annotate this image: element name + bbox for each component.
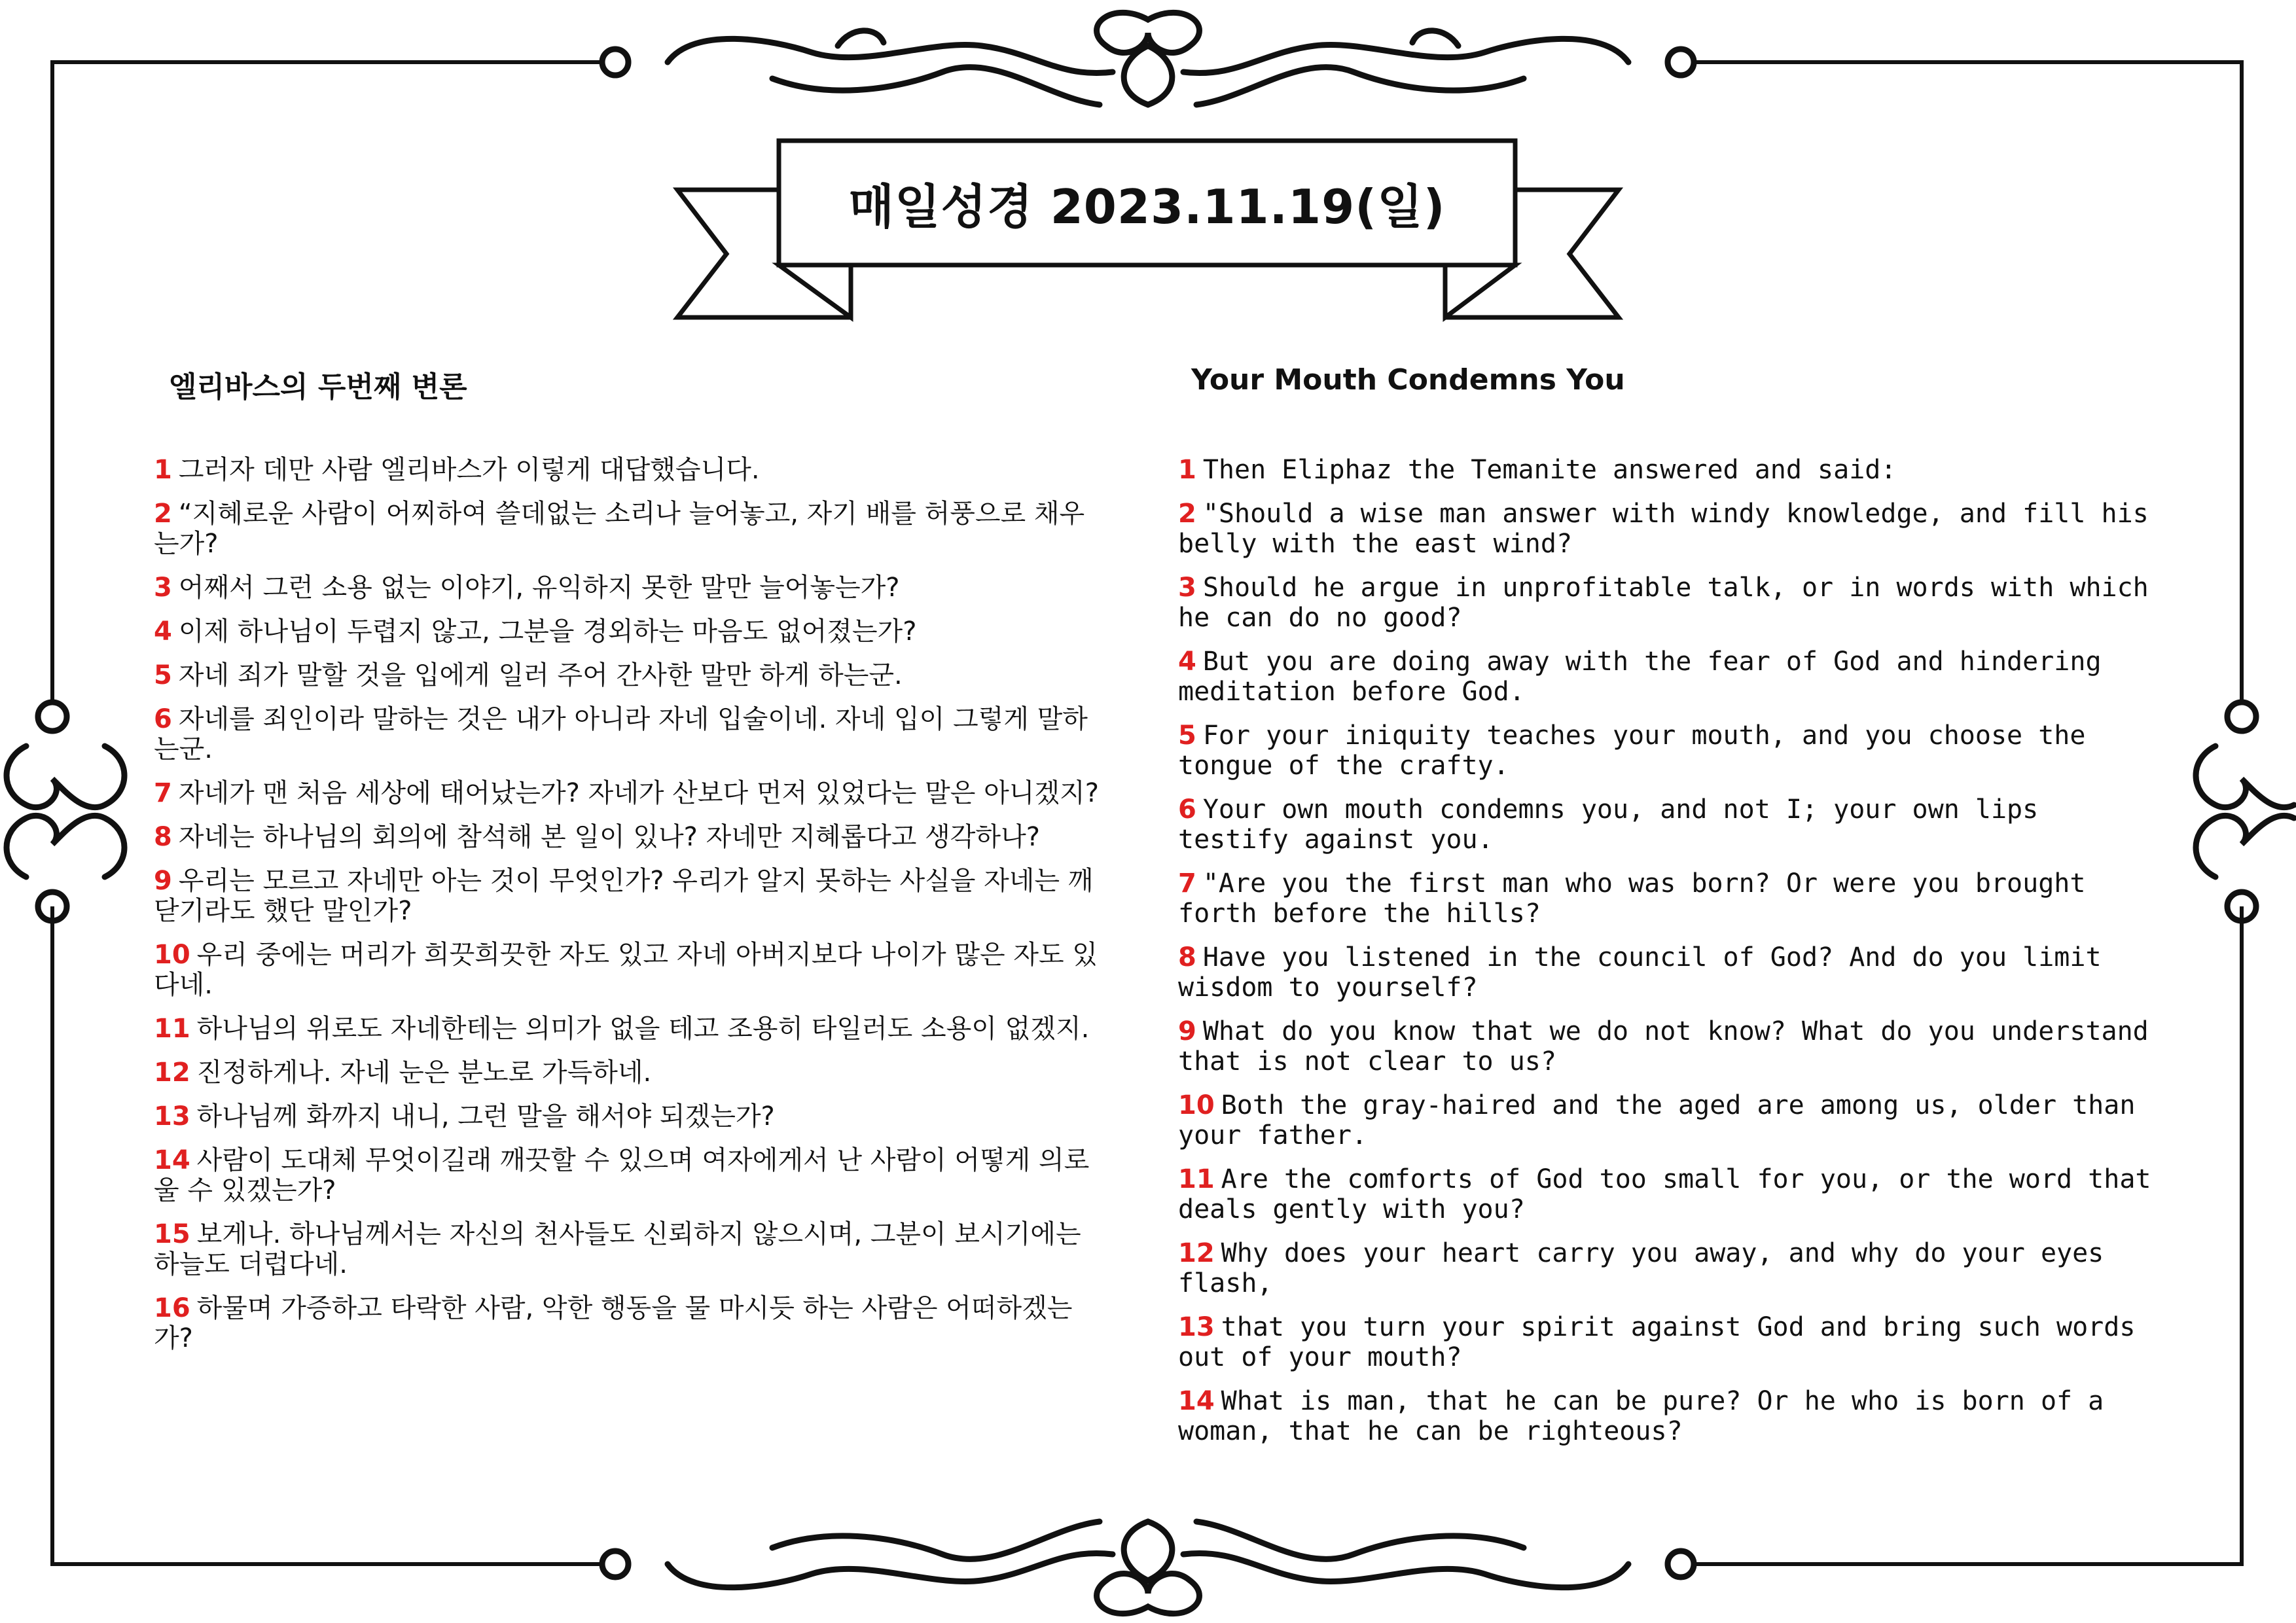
verse-item [1178,647,2157,707]
verse-item [154,778,1109,808]
verse-item [154,660,1109,690]
verse-text: 우리는 모르고 자네만 아는 것이 무엇인가? 우리가 알지 못하는 사실을 자네는 깨닫기라도 했단 말인가? [154,866,1094,926]
verse-text: that you turn your spirit against God and bring such words out of your mouth? [1178,1312,2136,1372]
verse-text: 진정하게나. 자네 눈은 분노로 가득하네. [196,1058,652,1088]
verse-text: 우리 중에는 머리가 희끗희끗한 자도 있고 자네 아버지보다 나이가 많은 자도 있다네. [154,940,1098,1000]
verse-text: 사람이 도대체 무엇이길래 깨끗할 수 있으며 여자에게서 난 사람이 어떻게 의로울 수 있겠는가? [154,1145,1090,1205]
verse-item [1178,455,2157,485]
verse-text: Your own mouth condemns you, and not I; your own lips testify against you. [1178,794,2039,855]
verse-item [1178,1386,2157,1446]
verse-text: 하나님의 위로도 자네한테는 의미가 없을 테고 조용히 타일러도 소용이 없겠지. [196,1014,1090,1044]
verse-number: 14 [154,1145,190,1175]
verse-item [1178,1090,2157,1150]
verse-item [1178,1164,2157,1224]
verse-item [154,616,1109,647]
verse-text: But you are doing away with the fear of God and hindering meditation before God. [1178,647,2102,707]
verse-number: 11 [154,1014,190,1044]
verse-number: 7 [1178,868,1196,899]
verse-number: 6 [1178,794,1196,825]
verse-item [154,704,1109,764]
verse-item [1178,868,2157,929]
verse-text: 보게나. 하나님께서는 자신의 천사들도 신뢰하지 않으시며, 그분이 보시기에는 하늘도 더럽다네. [154,1219,1081,1279]
verse-item [154,1293,1109,1353]
verse-number: 3 [1178,573,1196,603]
korean-verse-list [154,455,1109,1367]
verse-item [1178,721,2157,781]
verse-text: 자네가 맨 처음 세상에 태어났는가? 자네가 산보다 먼저 있었다는 말은 아니겠지? [178,778,1099,808]
verse-number: 5 [154,660,172,690]
verse-number: 1 [154,455,172,485]
verse-item [154,1101,1109,1132]
verse-text: 자네는 하나님의 회의에 참석해 본 일이 있나? 자네만 지혜롭다고 생각하나? [178,822,1040,852]
verse-text: "Should a wise man answer with windy knowledge, and fill his belly with the east wind? [1178,499,2149,559]
verse-number: 12 [154,1058,190,1088]
verse-item [154,1219,1109,1279]
verse-number: 4 [154,616,172,647]
verse-text: What is man, that he can be pure? Or he who is born of a woman, that he can be righteous? [1178,1386,2104,1446]
verse-number: 13 [1178,1312,1215,1342]
verse-number: 8 [1178,942,1196,972]
bottom-flourish [602,1522,1694,1614]
verse-number: 12 [1178,1238,1215,1268]
verse-number: 6 [154,704,172,734]
verse-item [1178,1238,2157,1298]
verse-item [1178,1312,2157,1372]
verse-item [154,1058,1109,1088]
verse-text: 하물며 가증하고 타락한 사람, 악한 행동을 물 마시듯 하는 사람은 어떠하겠는가? [154,1293,1073,1353]
verse-number: 9 [154,866,172,896]
verse-text: Then Eliphaz the Temanite answered and said: [1202,455,1897,485]
verse-item [154,573,1109,603]
verse-item [1178,573,2157,633]
verse-number: 5 [1178,721,1196,751]
verse-item [154,866,1109,926]
english-verse-list [1178,455,2157,1460]
verse-text: For your iniquity teaches your mouth, and you choose the tongue of the crafty. [1178,721,2086,781]
verse-text: “지혜로운 사람이 어찌하여 쓸데없는 소리나 늘어놓고, 자기 배를 허풍으로 채우는가? [154,499,1085,559]
verse-text: 이제 하나님이 두렵지 않고, 그분을 경외하는 마음도 없어졌는가? [178,616,917,647]
verse-text: 하나님께 화까지 내니, 그런 말을 해서야 되겠는가? [196,1101,775,1132]
verse-text: Both the gray-haired and the aged are among us, older than your father. [1178,1090,2136,1150]
verse-text: What do you know that we do not know? What do you understand that is not clear to us? [1178,1016,2149,1077]
korean-heading: 엘리바스의 두번째 변론 [169,370,467,404]
verse-number: 10 [154,940,190,970]
verse-text: Why does your heart carry you away, and why do your eyes flash, [1178,1238,2104,1298]
top-flourish [602,12,1694,105]
verse-item [1178,1016,2157,1077]
verse-text: 어째서 그런 소용 없는 이야기, 유익하지 못한 말만 늘어놓는가? [178,573,900,603]
verse-item [1178,499,2157,559]
verse-text: 그러자 데만 사람 엘리바스가 이렇게 대답했습니다. [178,455,760,485]
verse-text: Have you listened in the council of God? And do you limit wisdom to yourself? [1178,942,2102,1003]
verse-text: 자네를 죄인이라 말하는 것은 내가 아니라 자네 입술이네. 자네 입이 그렇게 말하는군. [154,704,1088,764]
right-flourish [2196,702,2294,921]
verse-number: 14 [1178,1386,1215,1416]
verse-number: 2 [154,499,172,529]
verse-text: "Are you the first man who was born? Or were you brought forth before the hills? [1178,868,2086,929]
verse-number: 8 [154,822,172,852]
verse-number: 13 [154,1101,190,1132]
english-heading: Your Mouth Condemns You [1191,363,1625,397]
verse-item [1178,942,2157,1003]
verse-number: 11 [1178,1164,1215,1194]
verse-number: 15 [154,1219,190,1249]
verse-number: 16 [154,1293,190,1323]
verse-item [154,1014,1109,1044]
verse-item [154,940,1109,1000]
verse-number: 4 [1178,647,1196,677]
verse-text: Should he argue in unprofitable talk, or in words with which he can do no good? [1178,573,2149,633]
verse-number: 3 [154,573,172,603]
verse-item [154,822,1109,852]
left-flourish [7,702,124,921]
verse-text: Are the comforts of God too small for you, or the word that deals gently with you? [1178,1164,2151,1224]
verse-number: 10 [1178,1090,1215,1120]
verse-number: 9 [1178,1016,1196,1046]
verse-item [154,455,1109,485]
verse-number: 7 [154,778,172,808]
verse-item [154,499,1109,559]
verse-number: 1 [1178,455,1196,485]
page-title: 매일성경 2023.11.19(일) [848,179,1446,234]
verse-text: 자네 죄가 말할 것을 입에게 일러 주어 간사한 말만 하게 하는군. [178,660,903,690]
verse-item [1178,794,2157,855]
verse-item [154,1145,1109,1205]
verse-number: 2 [1178,499,1196,529]
